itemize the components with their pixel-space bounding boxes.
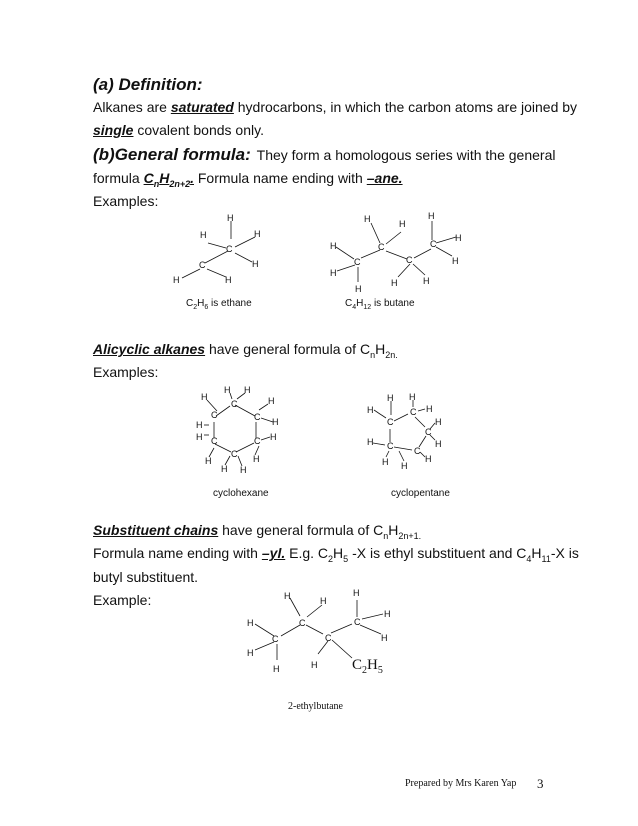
atom-h: H xyxy=(355,284,362,294)
atom-c: C xyxy=(211,410,218,420)
atom-h: H xyxy=(205,456,212,466)
example-label: Example: xyxy=(93,592,152,608)
definition-line-1 xyxy=(93,99,578,115)
atom-h: H xyxy=(253,454,260,464)
term-alicyclic-alkanes: Alicyclic alkanes xyxy=(93,341,206,357)
substituent-line-3: butyl substituent. xyxy=(93,569,199,585)
atom-h: H xyxy=(196,420,203,430)
atom-h: H xyxy=(201,392,208,402)
atom-h: H xyxy=(425,454,432,464)
atom-h: H xyxy=(244,385,251,395)
atom-h: H xyxy=(330,241,337,251)
atom-h: H xyxy=(284,591,291,601)
atom-h: H xyxy=(426,404,433,414)
ethylbutane-caption: 2-ethylbutane xyxy=(288,701,343,712)
atom-c: C xyxy=(354,257,361,267)
butane-caption: $C_4H_{12}$ is butane xyxy=(345,298,415,311)
text: covalent bonds only. xyxy=(133,122,264,138)
atom-c: C xyxy=(231,449,238,459)
atom-h: H xyxy=(367,437,374,447)
atom-h: H xyxy=(409,392,416,402)
atom-c: C xyxy=(226,244,233,254)
atom-h: H xyxy=(367,405,374,415)
atom-c: C xyxy=(387,441,394,451)
atom-c: C xyxy=(199,260,206,270)
ethylbutane-structure xyxy=(240,582,420,682)
cyclopentane-structure xyxy=(357,385,457,477)
substituent-line-2: Formula name ending with –yl. E.g. $C_2H_5$ -X is ethyl substituent and $C_4H_{11}-X$ is xyxy=(93,545,579,564)
atom-c: C xyxy=(406,255,413,265)
atom-h: H xyxy=(225,275,232,285)
text: Alkanes are xyxy=(93,99,171,115)
atom-h: H xyxy=(173,275,180,285)
atom-h: H xyxy=(200,230,207,240)
alicyclic-line: Alicyclic alkanes have general formula of $C_nH_{2n.}$ xyxy=(93,341,398,360)
definition-line-2 xyxy=(93,122,264,138)
atom-h: H xyxy=(452,256,459,266)
atom-h: H xyxy=(272,417,279,427)
cyclohexane-caption: cyclohexane xyxy=(213,488,269,499)
term-substituent-chains: Substituent chains xyxy=(93,522,219,538)
atom-h: H xyxy=(364,214,371,224)
term-saturated: saturated xyxy=(170,99,234,115)
text: formula xyxy=(93,170,144,186)
atom-h: H xyxy=(221,464,228,474)
atom-h: H xyxy=(227,213,234,223)
atom-c: C xyxy=(425,427,432,437)
atom-c: C xyxy=(254,412,261,422)
atom-h: H xyxy=(423,276,430,286)
atom-h: H xyxy=(455,233,462,243)
text: They form a homologous series with the general xyxy=(256,147,556,163)
general-line-1 xyxy=(93,145,556,165)
atom-h: H xyxy=(268,396,275,406)
atom-h: H xyxy=(391,278,398,288)
atom-h: H xyxy=(428,211,435,221)
atom-c: C xyxy=(378,242,385,252)
atom-c: C xyxy=(325,633,332,643)
term-single: single xyxy=(93,122,134,138)
atom-h: H xyxy=(254,229,261,239)
atom-c: C xyxy=(414,446,421,456)
atom-h: H xyxy=(330,268,337,278)
general-line-2 xyxy=(93,170,403,189)
atom-h: H xyxy=(435,417,442,427)
atom-c: C xyxy=(410,407,417,417)
atom-h: H xyxy=(387,393,394,403)
ethane-caption: $C_2H_6$ is ethane xyxy=(186,298,252,311)
ending-yl: –yl. xyxy=(261,545,286,561)
atom-c: C xyxy=(272,634,279,644)
text: Formula name ending with xyxy=(193,170,367,186)
substituent-line-1: Substituent chains have general formula of $C_nH_{2n+1.}$ xyxy=(93,522,422,541)
atom-h: H xyxy=(320,596,327,606)
atom-h: H xyxy=(252,259,259,269)
atom-c: C xyxy=(354,617,361,627)
atom-c: C xyxy=(211,436,218,446)
cyclopentane-caption: cyclopentane xyxy=(391,488,450,499)
atom-h: H xyxy=(381,633,388,643)
butane-structure xyxy=(322,205,472,297)
atom-c: C xyxy=(231,399,238,409)
atom-h: H xyxy=(435,439,442,449)
atom-c: C xyxy=(299,618,306,628)
footer-prepared-by: Prepared by Mrs Karen Yap xyxy=(405,778,517,789)
atom-h: H xyxy=(401,461,408,471)
ending-ane: –ane. xyxy=(366,170,403,186)
atom-h: H xyxy=(270,432,277,442)
atom-h: H xyxy=(247,618,254,628)
atom-c: C xyxy=(430,239,437,249)
atom-h: H xyxy=(353,588,360,598)
examples-label-1: Examples: xyxy=(93,193,159,209)
atom-h: H xyxy=(399,219,406,229)
formula-alkane: $C_nH_{2n+2}$. xyxy=(143,170,194,189)
atom-h: H xyxy=(224,385,231,395)
atom-h: H xyxy=(273,664,280,674)
text: hydrocarbons, in which the carbon atoms are joined by xyxy=(233,99,578,115)
ethyl-group-label: $C_2H_5$ xyxy=(352,657,383,676)
definition-heading: (a) Definition: xyxy=(93,75,203,94)
atom-h: H xyxy=(311,660,318,670)
page-number: 3 xyxy=(537,776,544,791)
atom-h: H xyxy=(247,648,254,658)
cyclohexane-structure xyxy=(190,380,290,480)
ethane-structure xyxy=(160,205,280,295)
atom-c: C xyxy=(387,417,394,427)
atom-h: H xyxy=(382,457,389,467)
atom-c: C xyxy=(254,436,261,446)
atom-h: H xyxy=(384,609,391,619)
examples-label-2: Examples: xyxy=(93,364,159,380)
atom-h: H xyxy=(196,432,203,442)
general-heading: (b)General formula: xyxy=(93,145,251,164)
atom-h: H xyxy=(240,465,247,475)
